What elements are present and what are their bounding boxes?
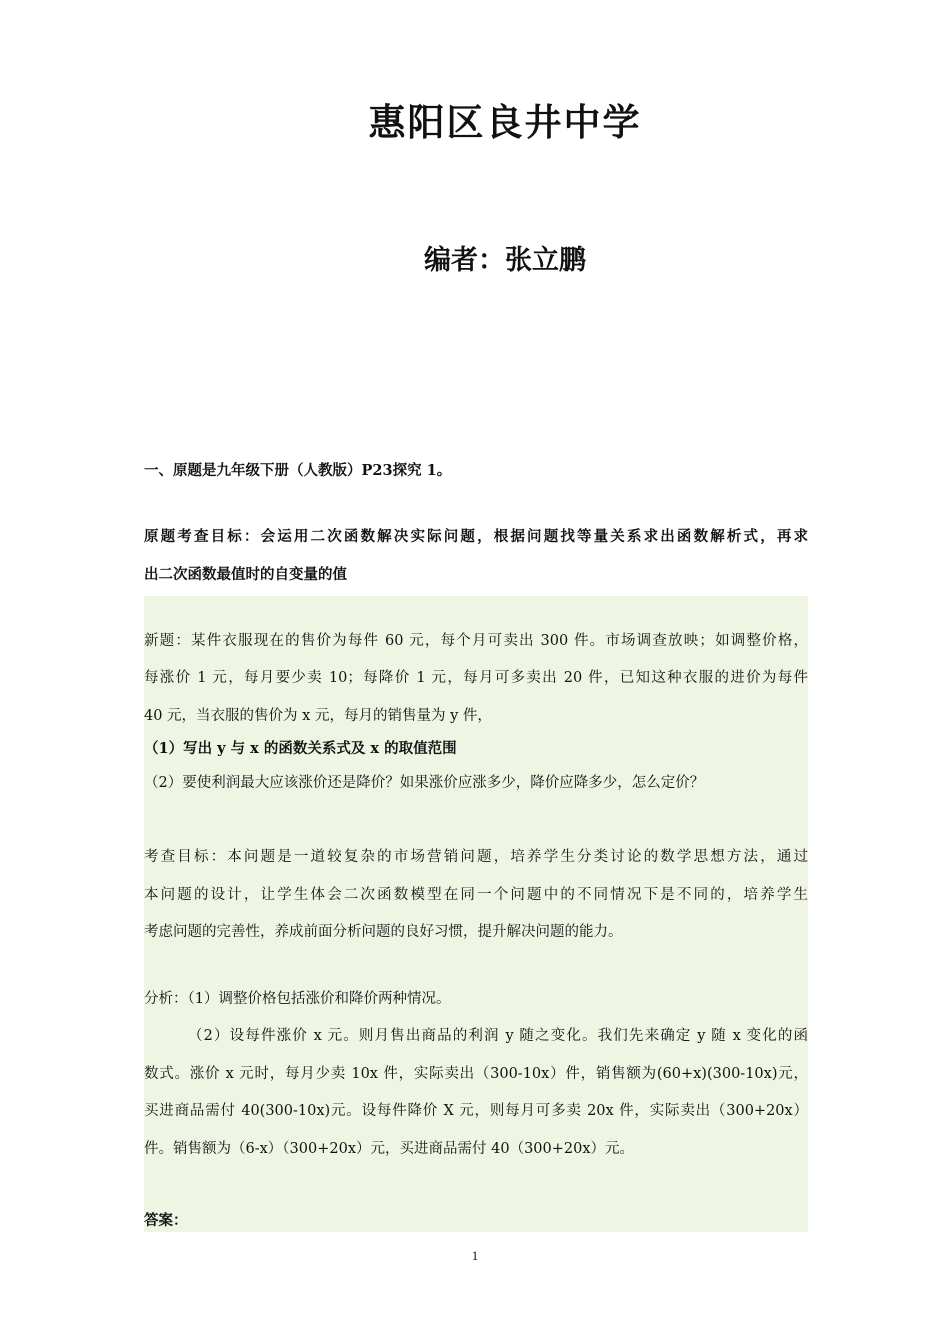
question-1: （1）写出 y 与 x 的函数关系式及 x 的取值范围 (144, 740, 457, 757)
school-title: 惠阳区良井中学 (368, 101, 642, 144)
new-problem-line-1: 新题：某件衣服现在的售价为每件 60 元，每个月可卖出 300 件。市场调查放映；如调整价格， (144, 633, 808, 649)
analysis-line-2: （2）设每件涨价 x 元。则月售出商品的利润 y 随之变化。我们先来确定 y 随 x 变化的函 (188, 1028, 808, 1044)
analysis-line-1: 分析：（1）调整价格包括涨价和降价两种情况。 (144, 991, 451, 1007)
original-goal-line-1: 原题考查目标：会运用二次函数解决实际问题，根据问题找等量关系求出函数解析式，再求 (144, 528, 808, 545)
exam-goal-line-1: 考查目标：本问题是一道较复杂的市场营销问题，培养学生分类讨论的数学思想方法，通过 (144, 849, 808, 865)
analysis-line-5: 件。销售额为（6-x）（300+20x）元，买进商品需付 40（300+20x）元。 (144, 1141, 635, 1157)
original-goal-line-2: 出二次函数最值时的自变量的值 (144, 566, 347, 583)
question-2: （2）要使利润最大应该涨价还是降价？如果涨价应涨多少，降价应降多少，怎么定价？ (144, 775, 705, 791)
analysis-line-4: 买进商品需付 40(300-10x)元。设每件降价 X 元，则每月可多卖 20x 件，实际卖出（300+20x） (144, 1103, 808, 1119)
answer-label: 答案： (144, 1212, 188, 1229)
new-problem-line-2: 每涨价 1 元，每月要少卖 10；每降价 1 元，每月可多卖出 20 件，已知这种衣服的进价为每件 (144, 670, 808, 686)
exam-goal-line-3: 考虑问题的完善性，养成前面分析问题的良好习惯，提升解决问题的能力。 (144, 924, 623, 940)
highlight-block (144, 596, 808, 1232)
exam-goal-line-2: 本问题的设计，让学生体会二次函数模型在同一个问题中的不同情况下是不同的，培养学生 (144, 887, 808, 903)
page-number: 1 (471, 1248, 479, 1263)
author-line: 编者：张立鹏 (424, 245, 586, 276)
new-problem-line-3: 40 元，当衣服的售价为 x 元，每月的销售量为 y 件， (144, 708, 492, 724)
analysis-line-3: 数式。涨价 x 元时，每月少卖 10x 件，实际卖出（300-10x）件，销售额为(60+x)(300-10x)元， (144, 1066, 808, 1082)
section-heading: 一、原题是九年级下册（人教版）P23探究 1。 (144, 462, 452, 479)
